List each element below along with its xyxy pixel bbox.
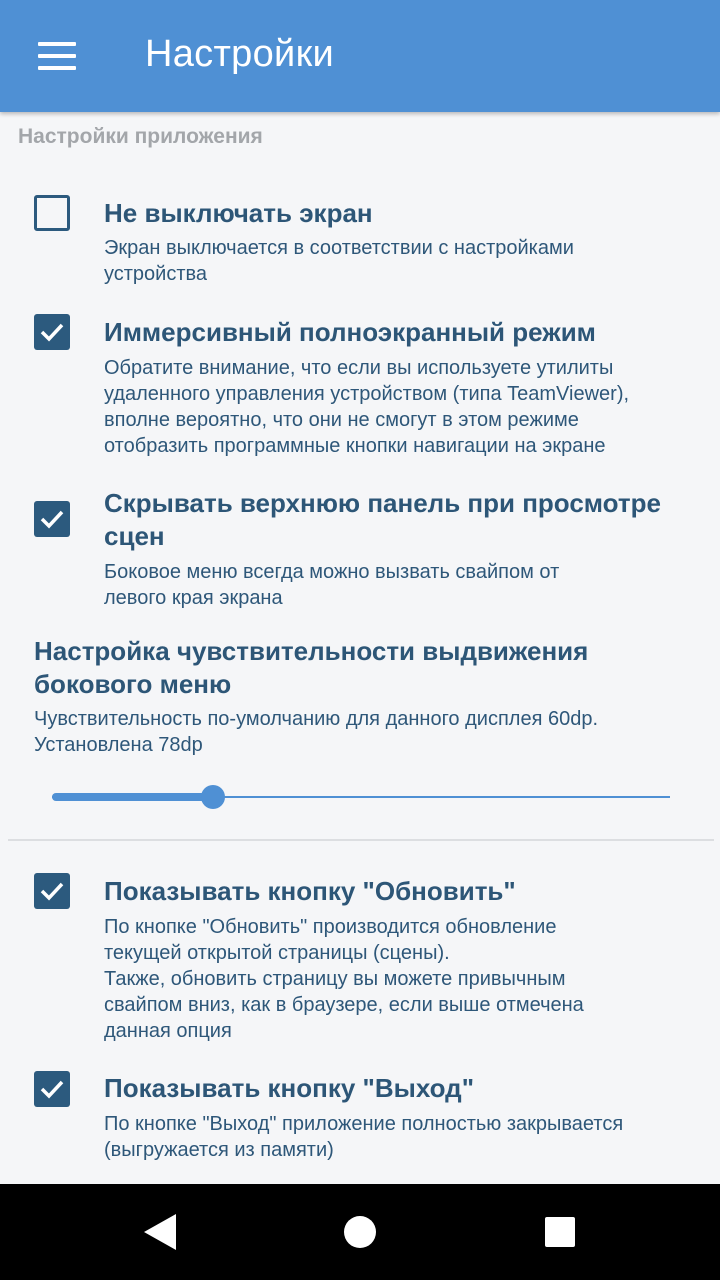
home-circle-icon[interactable] <box>330 1202 390 1262</box>
sensitivity-slider[interactable] <box>52 782 670 812</box>
checkmark-icon <box>38 1075 66 1103</box>
pref-summary: По кнопке "Выход" приложение полностью закрывается (выгружается из памяти) <box>104 1113 624 1161</box>
pref-title: Иммерсивный полноэкранный режим <box>104 317 596 347</box>
checkbox-immersive-mode[interactable] <box>34 314 70 350</box>
slider-fill <box>52 793 213 801</box>
pref-summary: По кнопке "Обновить" производится обновление текущей открытой страницы (сцены). Также, обновить страницу вы можете привычным свайпом вниз, как в браузере, если выше отмечена данная опция <box>104 916 584 1042</box>
pref-title: Скрывать верхнюю панель при просмотре сцен <box>104 488 661 551</box>
checkbox-show-refresh-button[interactable] <box>34 873 70 909</box>
checkmark-icon <box>38 318 66 346</box>
pref-summary: Экран выключается в соответствии с настройками устройства <box>104 237 574 285</box>
checkbox-hide-top-panel[interactable] <box>34 501 70 537</box>
checkmark-icon <box>38 505 66 533</box>
pref-title: Показывать кнопку "Выход" <box>104 1073 475 1103</box>
sensitivity-title: Настройка чувствительности выдвижения бокового меню <box>34 636 589 699</box>
pref-keep-screen-on[interactable] <box>0 190 720 290</box>
sensitivity-summary: Чувствительность по-умолчанию для данного дисплея 60dp. Установлена 78dp <box>34 708 599 756</box>
checkbox-keep-screen-on[interactable] <box>34 195 70 231</box>
app-bar <box>0 0 720 112</box>
pref-immersive-mode[interactable] <box>0 310 720 465</box>
pref-title: Показывать кнопку "Обновить" <box>104 876 516 906</box>
checkbox-show-exit-button[interactable] <box>34 1071 70 1107</box>
recents-square-icon[interactable] <box>530 1202 590 1262</box>
checkmark-icon <box>38 877 66 905</box>
pref-title: Не выключать экран <box>104 198 373 228</box>
section-header: Настройки приложения <box>18 125 263 148</box>
divider <box>8 839 714 841</box>
system-navigation-bar <box>0 1184 720 1280</box>
back-triangle-icon[interactable] <box>130 1202 190 1262</box>
hamburger-menu-icon[interactable] <box>24 32 88 80</box>
pref-show-exit-button[interactable] <box>0 1066 720 1166</box>
pref-summary: Боковое меню всегда можно вызвать свайпом от левого края экрана <box>104 561 560 609</box>
pref-summary: Обратите внимание, что если вы используете утилиты удаленного управления устройством (типа TeamViewer), вполне вероятно, что они не смогут в этом режиме отобразить программные кнопки навигации на экране <box>104 357 630 457</box>
pref-hide-top-panel[interactable] <box>0 483 720 613</box>
pref-show-refresh-button[interactable] <box>0 868 720 1048</box>
slider-thumb[interactable] <box>201 785 225 809</box>
page-title: Настройки <box>145 33 335 75</box>
